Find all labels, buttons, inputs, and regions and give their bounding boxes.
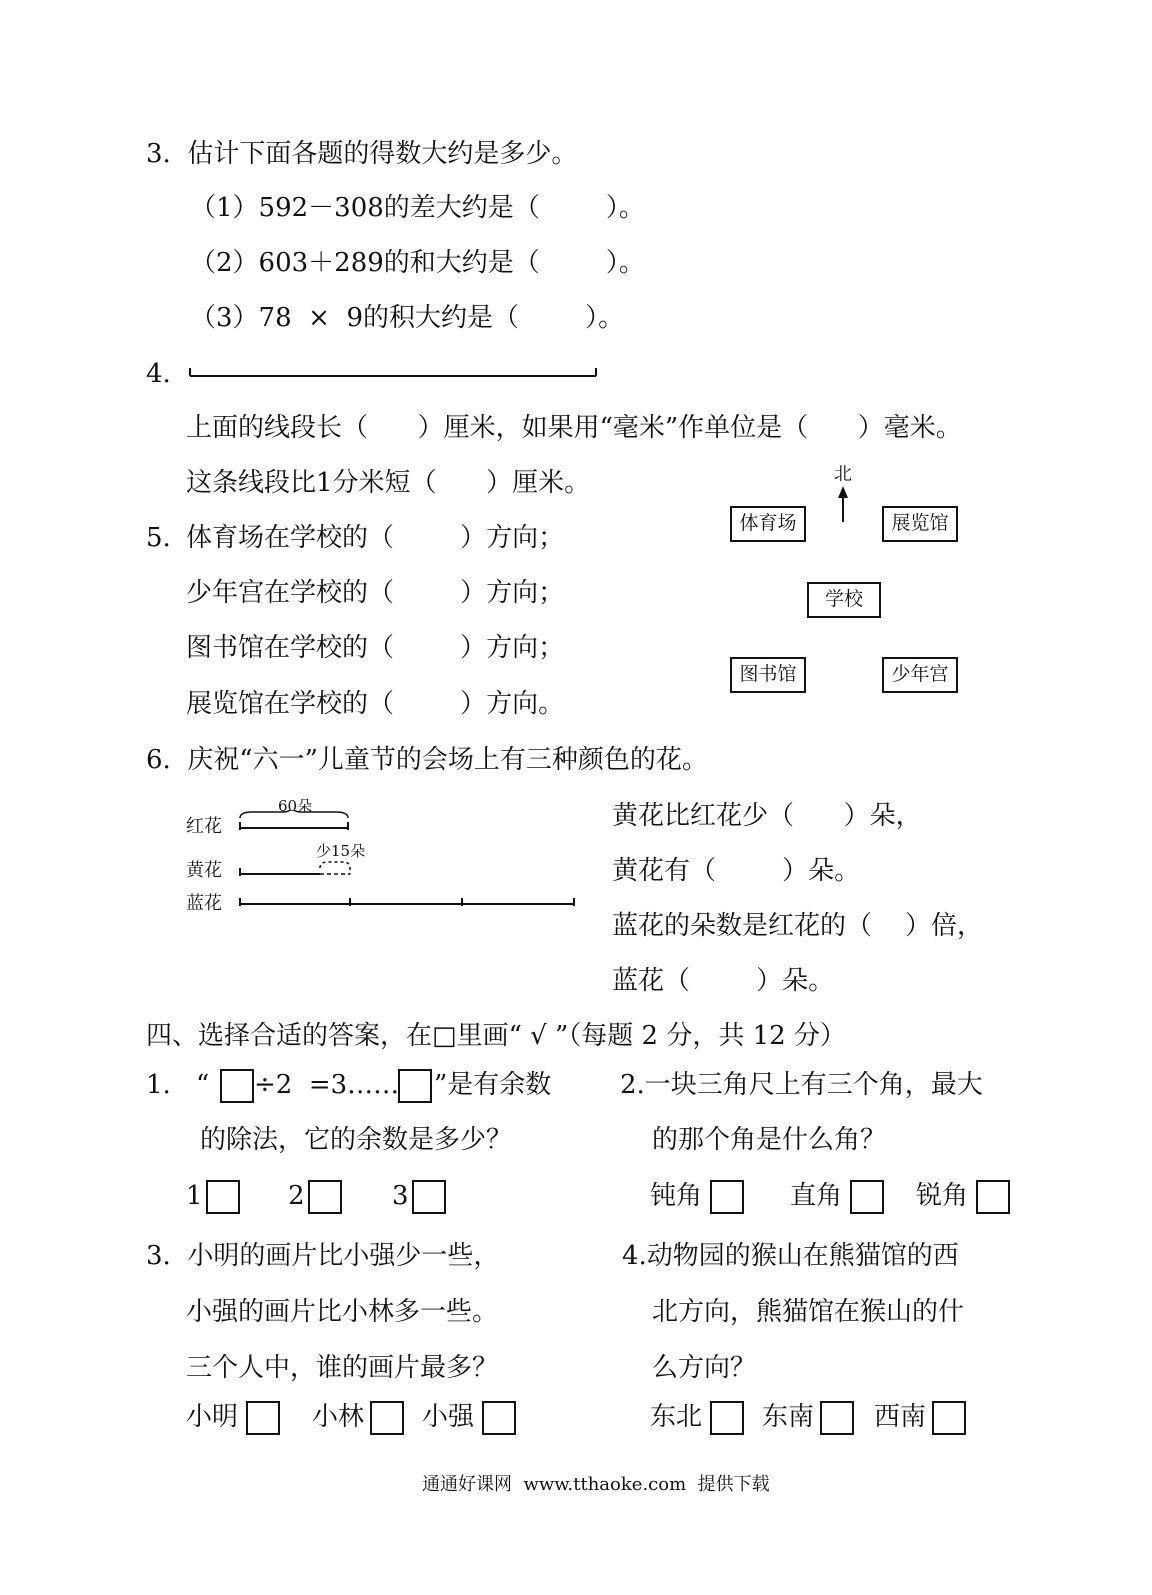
c2-checkbox-3[interactable]: [976, 1180, 1010, 1214]
c4-checkbox-3[interactable]: [932, 1401, 966, 1435]
red-flower-label: 红花: [186, 816, 222, 837]
c3-option-3: 小强: [422, 1402, 475, 1432]
c1-number: 1.: [146, 1070, 171, 1100]
q5-line1: 体育场在学校的（ ）方向；: [186, 523, 565, 553]
red-count-label: 60朵: [278, 797, 313, 815]
c3-option-2: 小林: [312, 1402, 365, 1432]
c1-option-3: 3: [392, 1181, 409, 1211]
c4-checkbox-1[interactable]: [710, 1401, 744, 1435]
q6-answer3: 蓝花的朵数是红花的（ ）倍，: [612, 911, 984, 941]
c1-option-1: 1: [186, 1181, 203, 1211]
north-arrow-icon: [833, 486, 853, 524]
c2-checkbox-1[interactable]: [710, 1180, 744, 1214]
c2-option-2: 直角: [790, 1181, 843, 1211]
c4-line2: 北方向，熊猫馆在猴山的什: [652, 1297, 965, 1327]
section4-title: 四、选择合适的答案，在□里画“ √ ”（每题 2 分，共 12 分）: [146, 1021, 846, 1051]
c2-option-1: 钝角: [650, 1181, 703, 1211]
c1-dividend-box[interactable]: [220, 1069, 254, 1103]
north-label: 北: [834, 464, 852, 485]
q6-answer1: 黄花比红花少（ ）朵，: [612, 801, 922, 831]
map-youth-palace: 少年宫: [882, 657, 958, 693]
footer-text: 通通好课网 www.tthaoke.com 提供下载: [422, 1474, 770, 1495]
c2-option-3: 锐角: [916, 1181, 969, 1211]
c4-option-2: 东南: [762, 1402, 815, 1432]
c1-option-2: 2: [288, 1181, 305, 1211]
map-exhibition-hall: 展览馆: [882, 506, 958, 542]
c4-option-1: 东北: [650, 1402, 703, 1432]
q4-segment: [186, 362, 602, 382]
c1-checkbox-3[interactable]: [412, 1180, 446, 1214]
c1-tail: ”是有余数: [434, 1070, 552, 1100]
c1-division: ÷2 =3……: [254, 1070, 400, 1100]
q5-line3: 图书馆在学校的（ ）方向；: [186, 633, 565, 663]
q3-title: 3. 估计下面各题的得数大约是多少。: [146, 139, 578, 169]
c1-open-quote: “: [196, 1070, 210, 1100]
c3-checkbox-3[interactable]: [482, 1401, 516, 1435]
c1-remainder-box[interactable]: [398, 1069, 432, 1103]
q3-part1: （1）592－308的差大约是（ ）。: [190, 193, 645, 223]
q5-number: 5.: [146, 523, 171, 553]
q6-answer4: 蓝花（ ）朵。: [612, 966, 835, 996]
q4-line1: 上面的线段长（ ）厘米，如果用“毫米”作单位是（ ）毫米。: [186, 413, 962, 443]
c3-checkbox-2[interactable]: [370, 1401, 404, 1435]
q4-line2: 这条线段比1分米短（ ）厘米。: [186, 468, 591, 498]
c3-line3: 三个人中，谁的画片最多？: [186, 1353, 499, 1383]
c2-line1: 2.一块三角尺上有三个角，最大: [620, 1070, 983, 1100]
c1-line2: 的除法，它的余数是多少？: [200, 1125, 513, 1155]
c4-option-3: 西南: [874, 1402, 927, 1432]
q6-title: 6. 庆祝“六一”儿童节的会场上有三种颜色的花。: [146, 745, 708, 775]
map-sports-field: 体育场: [730, 506, 806, 542]
c4-line3: 么方向？: [652, 1353, 757, 1383]
c3-line2: 小强的画片比小林多一些。: [186, 1297, 499, 1327]
c1-checkbox-2[interactable]: [308, 1180, 342, 1214]
c3-option-1: 小明: [186, 1402, 239, 1432]
c4-line1: 4.动物园的猴山在熊猫馆的西: [622, 1241, 959, 1271]
c2-line2: 的那个角是什么角？: [652, 1125, 887, 1155]
c2-checkbox-2[interactable]: [850, 1180, 884, 1214]
q5-line4: 展览馆在学校的（ ）方向。: [186, 689, 565, 719]
q6-answer2: 黄花有（ ）朵。: [612, 856, 861, 886]
c3-line1: 3. 小明的画片比小强少一些，: [146, 1241, 500, 1271]
blue-flower-label: 蓝花: [186, 893, 222, 914]
q3-part2: （2）603＋289的和大约是（ ）。: [190, 248, 645, 278]
c3-checkbox-1[interactable]: [246, 1401, 280, 1435]
less-label: 少15朵: [316, 842, 366, 860]
map-library: 图书馆: [730, 657, 806, 693]
q4-number: 4.: [146, 359, 171, 389]
red-brace: [240, 810, 348, 818]
c1-checkbox-1[interactable]: [206, 1180, 240, 1214]
yellow-flower-label: 黄花: [186, 860, 222, 881]
q5-line2: 少年宫在学校的（ ）方向；: [186, 578, 565, 608]
flower-bar-diagram: [232, 810, 582, 910]
map-school: 学校: [807, 582, 881, 618]
c4-checkbox-2[interactable]: [820, 1401, 854, 1435]
q3-part3: （3）78 × 9的积大约是（ ）。: [190, 303, 625, 333]
